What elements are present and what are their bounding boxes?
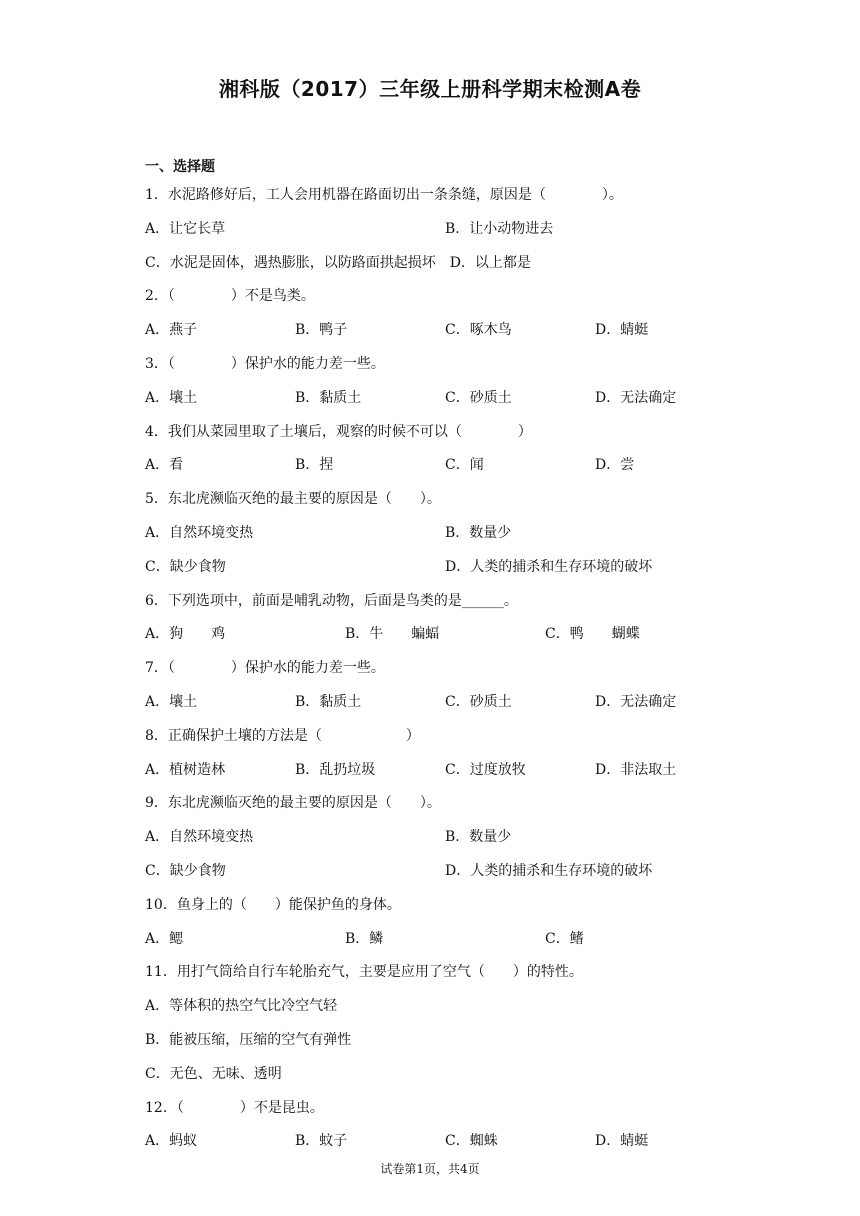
- question-stem: 3．（ ）保护水的能力差一些。: [145, 355, 385, 372]
- option-row: [145, 622, 725, 656]
- answer-option: B．能被压缩，压缩的空气有弹性: [145, 1031, 352, 1048]
- answer-option: C．砂质土: [445, 389, 512, 406]
- answer-option: C．蜘蛛: [445, 1133, 498, 1150]
- option-row: [145, 1028, 725, 1062]
- answer-option: A．看: [145, 457, 184, 474]
- answer-option: A．壤土: [145, 693, 198, 710]
- answer-option: A．蚂蚁: [145, 1133, 198, 1150]
- answer-option: A．自然环境变热: [145, 524, 254, 541]
- question-stem: 2．（ ）不是鸟类。: [145, 288, 315, 305]
- answer-option: D．非法取土: [595, 761, 677, 778]
- answer-option: D．蜻蜓: [595, 322, 649, 339]
- question-9: [145, 791, 725, 892]
- question-3: [145, 352, 725, 420]
- option-row: [145, 859, 725, 893]
- answer-option: C．水泥是固体，遇热膨胀，以防路面拱起损坏 D．以上都是: [145, 254, 531, 271]
- answer-option: D．人类的捕杀和生存环境的破坏: [445, 558, 653, 575]
- question-stem: 7．（ ）保护水的能力差一些。: [145, 660, 385, 677]
- question-8: [145, 724, 725, 792]
- question-stem: 10．鱼身上的（ ）能保护鱼的身体。: [145, 896, 401, 913]
- page-title: 湘科版（2017）三年级上册科学期末检测A卷: [218, 77, 642, 101]
- answer-option: B．黏质土: [295, 693, 362, 710]
- answer-option: A．自然环境变热: [145, 829, 254, 846]
- answer-option: B．鸭子: [295, 322, 348, 339]
- question-stem: 11．用打气筒给自行车轮胎充气，主要是应用了空气（ ）的特性。: [145, 964, 583, 981]
- option-row: [145, 251, 725, 285]
- answer-option: C．啄木鸟: [445, 322, 512, 339]
- answer-option: C．闻: [445, 457, 484, 474]
- answer-option: B．数量少: [445, 524, 512, 541]
- answer-option: D．尝: [595, 457, 635, 474]
- answer-option: B．牛 蝙蝠: [345, 626, 440, 643]
- option-row: [145, 690, 725, 724]
- option-row: [145, 994, 725, 1028]
- answer-option: A．等体积的热空气比冷空气轻: [145, 998, 338, 1015]
- answer-option: D．无法确定: [595, 389, 677, 406]
- answer-option: A．狗 鸡: [145, 626, 226, 643]
- answer-option: B．乱扔垃圾: [295, 761, 376, 778]
- answer-option: C．过度放牧: [445, 761, 526, 778]
- answer-option: C．缺少食物: [145, 862, 226, 879]
- question-12: [145, 1096, 725, 1164]
- answer-option: B．黏质土: [295, 389, 362, 406]
- answer-option: C．缺少食物: [145, 558, 226, 575]
- option-row: [145, 1062, 725, 1096]
- question-4: [145, 420, 725, 488]
- question-list: [145, 183, 725, 1163]
- answer-option: C．砂质土: [445, 693, 512, 710]
- option-row: [145, 1129, 725, 1163]
- option-row: [145, 386, 725, 420]
- question-7: [145, 656, 725, 724]
- option-row: [145, 453, 725, 487]
- answer-option: A．壤土: [145, 389, 198, 406]
- answer-option: C．无色、无味、透明: [145, 1065, 282, 1082]
- option-row: [145, 758, 725, 792]
- answer-option: D．无法确定: [595, 693, 677, 710]
- question-2: [145, 284, 725, 352]
- answer-option: A．燕子: [145, 322, 198, 339]
- question-stem: 4．我们从菜园里取了土壤后，观察的时候不可以（ ）: [145, 423, 532, 440]
- answer-option: B．让小动物进去: [445, 220, 554, 237]
- question-5: [145, 487, 725, 588]
- answer-option: A．鳃: [145, 930, 184, 947]
- answer-option: B．捏: [295, 457, 334, 474]
- question-stem: 5．东北虎濒临灭绝的最主要的原因是（ ）。: [145, 491, 441, 508]
- option-row: [145, 927, 725, 961]
- page-footer: 试卷第1页，共4页: [380, 1162, 480, 1176]
- answer-option: B．蚊子: [295, 1133, 348, 1150]
- question-stem: 1．水泥路修好后，工人会用机器在路面切出一条条缝，原因是（ ）。: [145, 187, 623, 203]
- question-stem: 6．下列选项中，前面是哺乳动物，后面是鸟类的是______。: [145, 592, 518, 609]
- option-row: [145, 555, 725, 589]
- option-row: [145, 217, 725, 251]
- answer-option: B．数量少: [445, 829, 512, 846]
- answer-option: A．让它长草: [145, 220, 226, 237]
- answer-option: B．鳞: [345, 930, 384, 947]
- section-heading: 一、选择题: [145, 159, 215, 175]
- answer-option: D．蜻蜓: [595, 1133, 649, 1150]
- answer-option: C．鳍: [545, 930, 584, 947]
- question-stem: 9．东北虎濒临灭绝的最主要的原因是（ ）。: [145, 795, 441, 812]
- question-stem: 12．（ ）不是昆虫。: [145, 1099, 324, 1116]
- question-11: [145, 960, 725, 1095]
- question-stem: 8．正确保护土壤的方法是（ ）: [145, 727, 420, 744]
- answer-option: D．人类的捕杀和生存环境的破坏: [445, 862, 653, 879]
- option-row: [145, 825, 725, 859]
- option-row: [145, 521, 725, 555]
- question-6: [145, 589, 725, 657]
- question-1: [145, 183, 725, 284]
- answer-option: C．鸭 蝴蝶: [545, 626, 640, 643]
- answer-option: A．植树造林: [145, 761, 226, 778]
- option-row: [145, 318, 725, 352]
- question-10: [145, 893, 725, 961]
